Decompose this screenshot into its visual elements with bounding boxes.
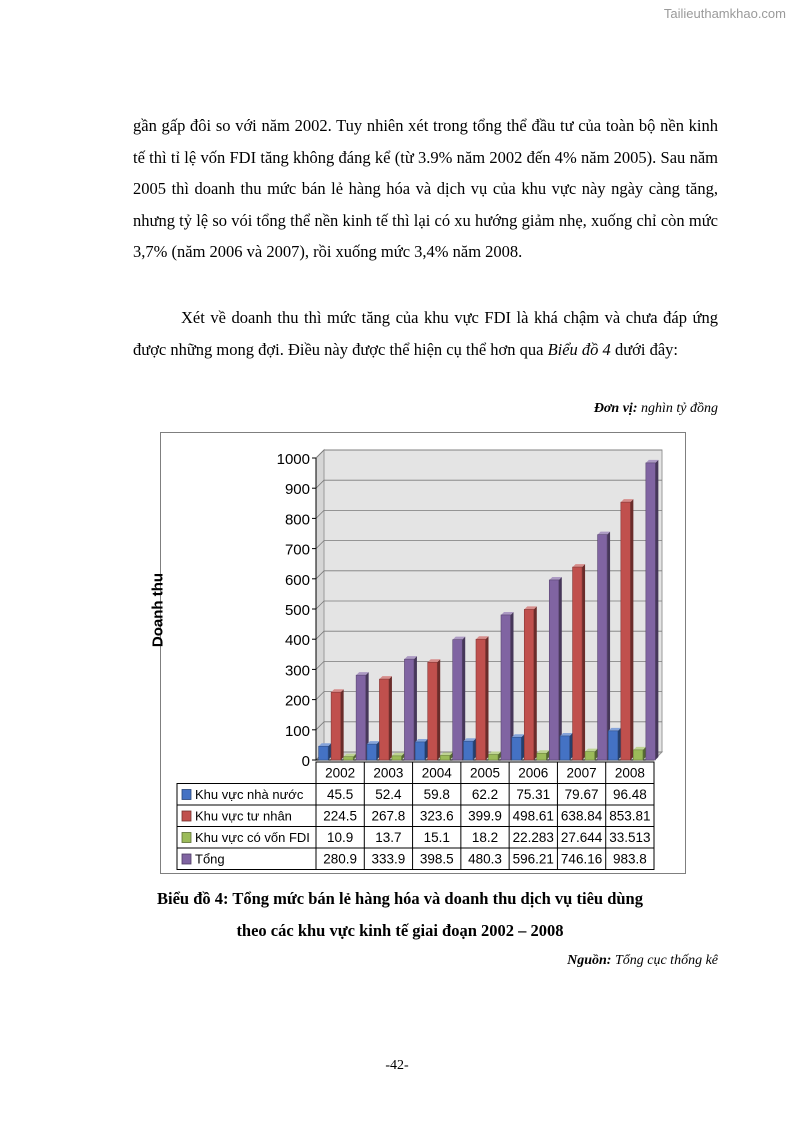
legend-label: Tổng [195,851,225,867]
paragraph-1: gần gấp đôi so với năm 2002. Tuy nhiên xét trong tổng thể đầu tư của toàn bộ nền kinh tế thì tỉ lệ vốn FDI tăng không đáng kể (từ 3.9% năm 2002 đến 4% năm 2005). Sau năm 2005 thì doanh thu mức bán lẻ hàng hóa và dịch vụ của khu vực này ngày càng tăng, nhưng tỷ lệ so vói tổng thể nền kinh tế thì lại có xu hướng giảm nhẹ, xuống chỉ còn mức 3,7% (năm 2006 và 2007), rồi xuống mức 3,4% năm 2008. [133,116,718,261]
y-tick-label: 500 [284,602,310,619]
data-label: 10.9 [327,830,354,845]
data-label: 52.4 [375,787,402,802]
x-tick-label: 2007 [566,765,597,781]
data-label: 498.61 [512,808,554,824]
data-label: 62.2 [471,787,499,802]
data-label: 75.31 [516,787,551,802]
data-label: 224.5 [323,808,358,824]
y-tick-label: 200 [284,692,310,710]
data-label: 45.5 [327,787,354,802]
data-label: 27.644 [560,830,603,845]
data-label: 18.2 [471,830,499,845]
unit-value: nghìn tỷ đồng [637,401,718,416]
legend-label: Khu vực có vốn FDI [195,830,310,845]
y-tick-label: 900 [284,481,310,499]
y-tick-label: 400 [284,632,310,650]
data-label: 853.81 [609,808,651,824]
data-label: 59.8 [423,787,450,802]
data-label: 323.6 [419,808,454,824]
x-tick-label: 2002 [325,765,356,781]
source-value: Tổng cục thống kê [611,953,718,968]
data-label: 15.1 [423,830,450,845]
chart-frame [160,432,686,874]
x-tick-label: 2004 [421,765,452,781]
y-tick-label: 100 [284,722,310,740]
x-tick-label: 2006 [518,765,549,781]
y-axis-label: Doanh thu [149,572,167,648]
data-label: 22.283 [512,830,554,845]
unit-note [594,401,718,417]
paragraph-2 [133,302,718,365]
paragraph-2-end: dưới đây: [610,339,678,359]
data-label: 33.513 [609,830,651,845]
x-tick-label: 2005 [469,765,501,781]
unit-label: Đơn vị: [593,401,638,416]
data-label: 333.9 [371,851,406,867]
y-tick-label: 600 [284,571,310,589]
data-label: 746.16 [560,851,603,867]
y-tick-label: 1000 [276,451,310,468]
data-label: 96.48 [612,787,647,802]
y-tick-label: 700 [284,541,310,559]
data-label: 13.7 [375,830,402,845]
data-label: 480.3 [468,851,502,867]
data-label: 638.84 [560,808,603,824]
data-label: 267.8 [371,808,406,824]
source-label: Nguồn: [567,953,612,968]
y-tick-label: 0 [301,753,310,770]
y-tick-label: 300 [284,662,310,680]
source-note [567,953,718,969]
chart-reference: Biểu đồ 4 [547,339,611,359]
page-number: -42- [385,1058,409,1073]
y-tick-label: 800 [284,511,310,529]
data-label: 280.9 [323,851,358,867]
data-label: 399.9 [468,808,502,824]
data-label: 983.8 [612,851,647,867]
data-label: 398.5 [419,851,454,867]
x-tick-label: 2008 [614,765,645,781]
caption-line-1: Biểu đồ 4: Tổng mức bán lẻ hàng hóa và doanh thu dịch vụ tiêu dùng [157,889,643,908]
data-label: 596.21 [512,851,554,867]
caption-line-2: theo các khu vực kinh tế giai đoạn 2002 – 2008 [236,921,564,940]
data-label: 79.67 [564,787,599,802]
legend-label: Khu vực tư nhân [195,808,292,824]
x-tick-label: 2003 [373,765,404,781]
watermark: Tailieuthamkhao.com [663,6,786,21]
paragraph-2-text: Xét về doanh thu thì mức tăng của khu vực FDI là khá chậm và chưa đáp ứng được những mong đợi. Điều này được thể hiện cụ thể hơn qua [133,308,718,359]
legend-label: Khu vực nhà nước [195,787,304,802]
